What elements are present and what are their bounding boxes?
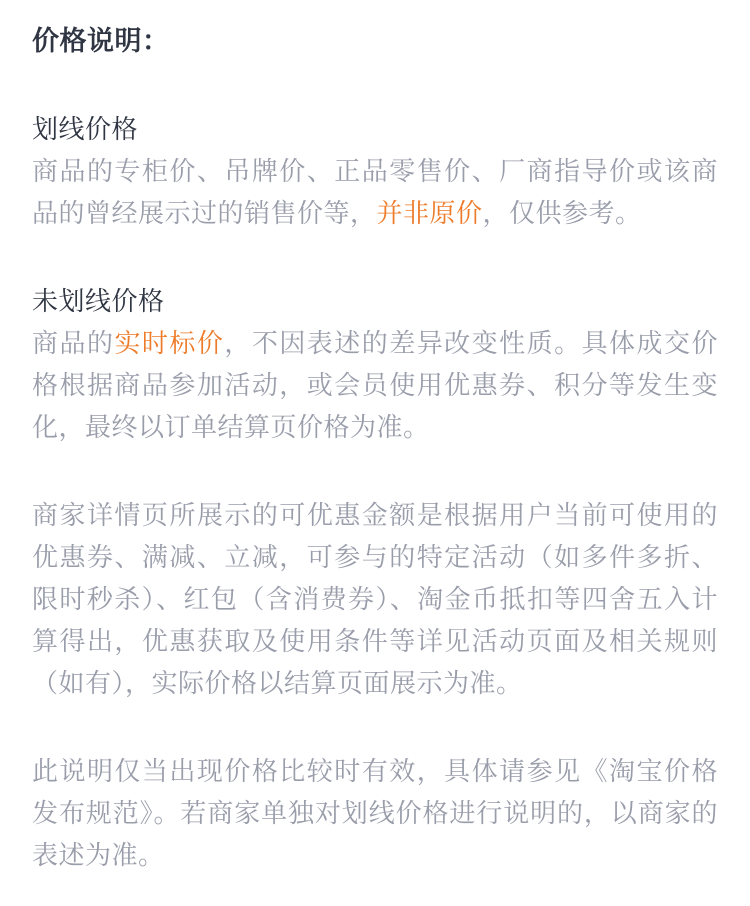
highlight-not-original-price: 并非原价 [376, 198, 483, 228]
page-title: 价格说明： [32, 26, 170, 56]
text-segment: 商品的 [32, 328, 115, 358]
paragraph-validity-note [32, 750, 718, 876]
paragraph-unstriked-price [32, 322, 718, 448]
paragraph-discount-calculation [32, 494, 718, 704]
section-unstriked-price [32, 280, 718, 448]
section-heading-strikethrough-price: 划线价格 [32, 114, 139, 144]
section-validity-note [32, 750, 718, 876]
section-discount-calculation [32, 494, 718, 704]
text-segment: ，仅供参考。 [482, 198, 642, 228]
text-segment: ，不因表述的差异改变性质。具体成交价格根据商品参加活动，或会员使用优惠券、积分等发生变化，最终以订单结算页价格为准。 [32, 328, 718, 442]
text-segment: 商家详情页所展示的可优惠金额是根据用户当前可使用的优惠券、满减、立减，可参与的特定活动（如多件多折、限时秒杀）、红包（含消费券）、淘金币抵扣等四舍五入计算得出，优惠获取及使用条件等详见活动页面及相关规则（如有），实际价格以结算页面展示为准。 [32, 500, 718, 698]
paragraph-strikethrough-price [32, 150, 718, 234]
text-segment: 商品的专柜价、吊牌价、正品零售价、厂商指导价或该商品的曾经展示过的销售价等， [32, 156, 718, 228]
text-segment: 此说明仅当出现价格比较时有效，具体请参见《淘宝价格发布规范》。若商家单独对划线价格进行说明的，以商家的表述为准。 [32, 756, 718, 870]
section-heading-unstriked-price: 未划线价格 [32, 286, 165, 316]
section-strikethrough-price [32, 108, 718, 234]
highlight-realtime-price: 实时标价 [114, 328, 225, 358]
